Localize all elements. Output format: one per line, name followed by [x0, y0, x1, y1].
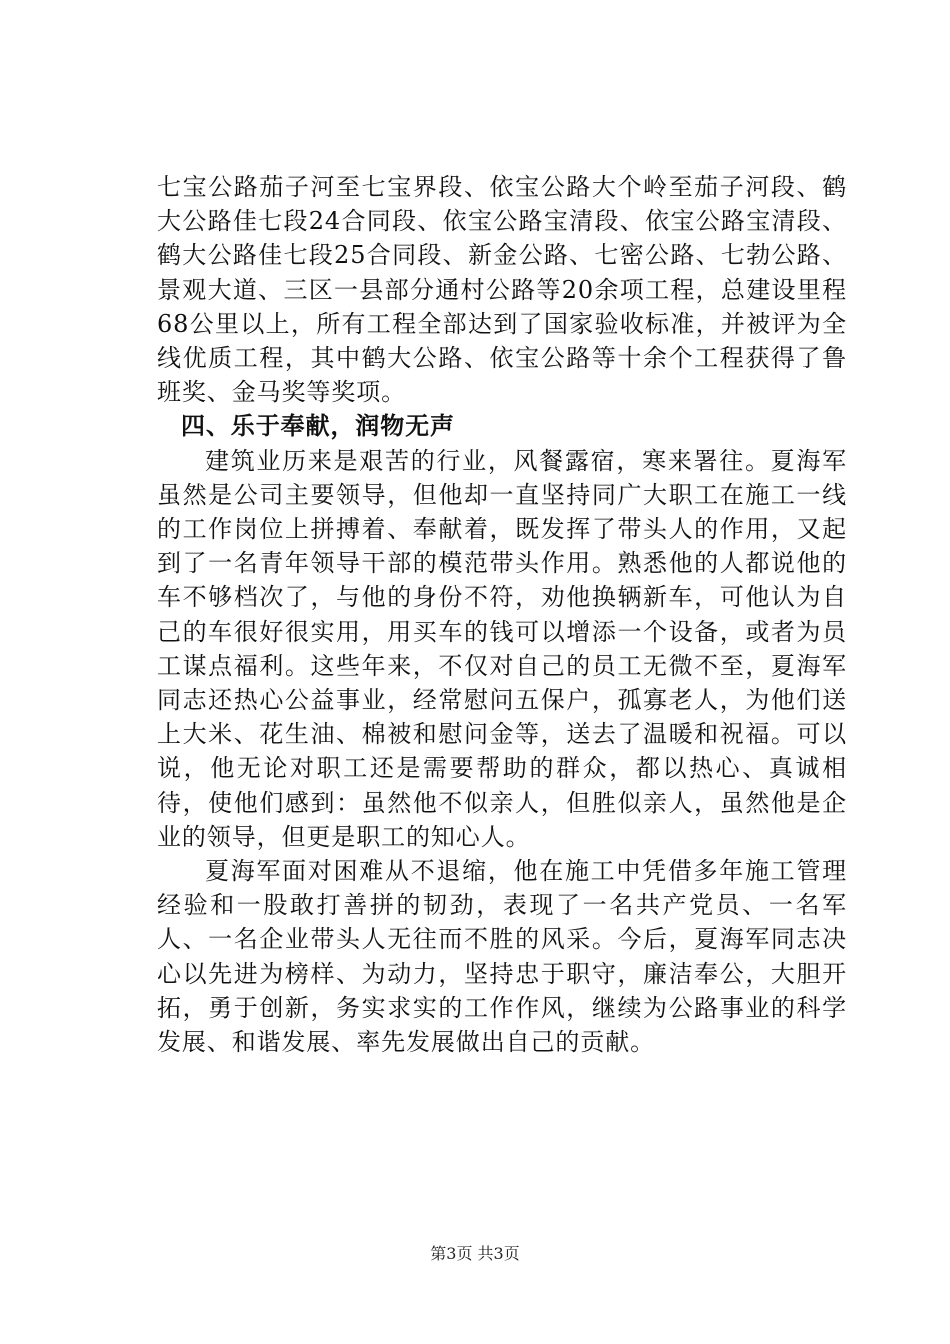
document-body — [157, 170, 847, 1059]
page-footer: 第3页 共3页 — [430, 1244, 520, 1263]
paragraph-dedication: 建筑业历来是艰苦的行业，风餐露宿，寒来署往。夏海军虽然是公司主要领导，但他却一直坚持同广大职工在施工一线的工作岗位上拼搏着、奉献着，既发挥了带头人的作用，又起到了一名青年领导干部的模范带头作用。熟悉他的人都说他的车不够档次了，与他的身份不符，劝他换辆新车，可他认为自己的车很好很实用，用买车的钱可以增添一个设备，或者为员工谋点福利。这些年来，不仅对自己的员工无微不至，夏海军同志还热心公益事业，经常慰问五保户，孤寡老人，为他们送上大米、花生油、棉被和慰问金等，送去了温暖和祝福。可以说，他无论对职工还是需要帮助的群众，都以热心、真诚相待，使他们感到：虽然他不似亲人，但胜似亲人，虽然他是企业的领导，但更是职工的知心人。 — [157, 446, 847, 851]
paragraph-conclusion: 夏海军面对困难从不退缩，他在施工中凭借多年施工管理经验和一股敢打善拼的韧劲，表现了一名共产党员、一名军人、一名企业带头人无往而不胜的风采。今后，夏海军同志决心以先进为榜样、为动力，坚持忠于职守，廉洁奉公，大胆开拓，勇于创新，务实求实的工作作风，继续为公路事业的科学发展、和谐发展、率先发展做出自己的贡献。 — [157, 857, 847, 1057]
paragraph-continuation: 七宝公路茄子河至七宝界段、依宝公路大个岭至茄子河段、鹤大公路佳七段24合同段、依宝公路宝清段、依宝公路宝清段、鹤大公路佳七段25合同段、新金公路、七密公路、七勃公路、景观大道、三区一县部分通村公路等20余项工程，总建设里程68公里以上，所有工程全部达到了国家验收标准，并被评为全线优质工程，其中鹤大公路、依宝公路等十余个工程获得了鲁班奖、金马奖等奖项。 — [157, 173, 847, 407]
section-heading: 四、乐于奉献，润物无声 — [181, 411, 455, 441]
